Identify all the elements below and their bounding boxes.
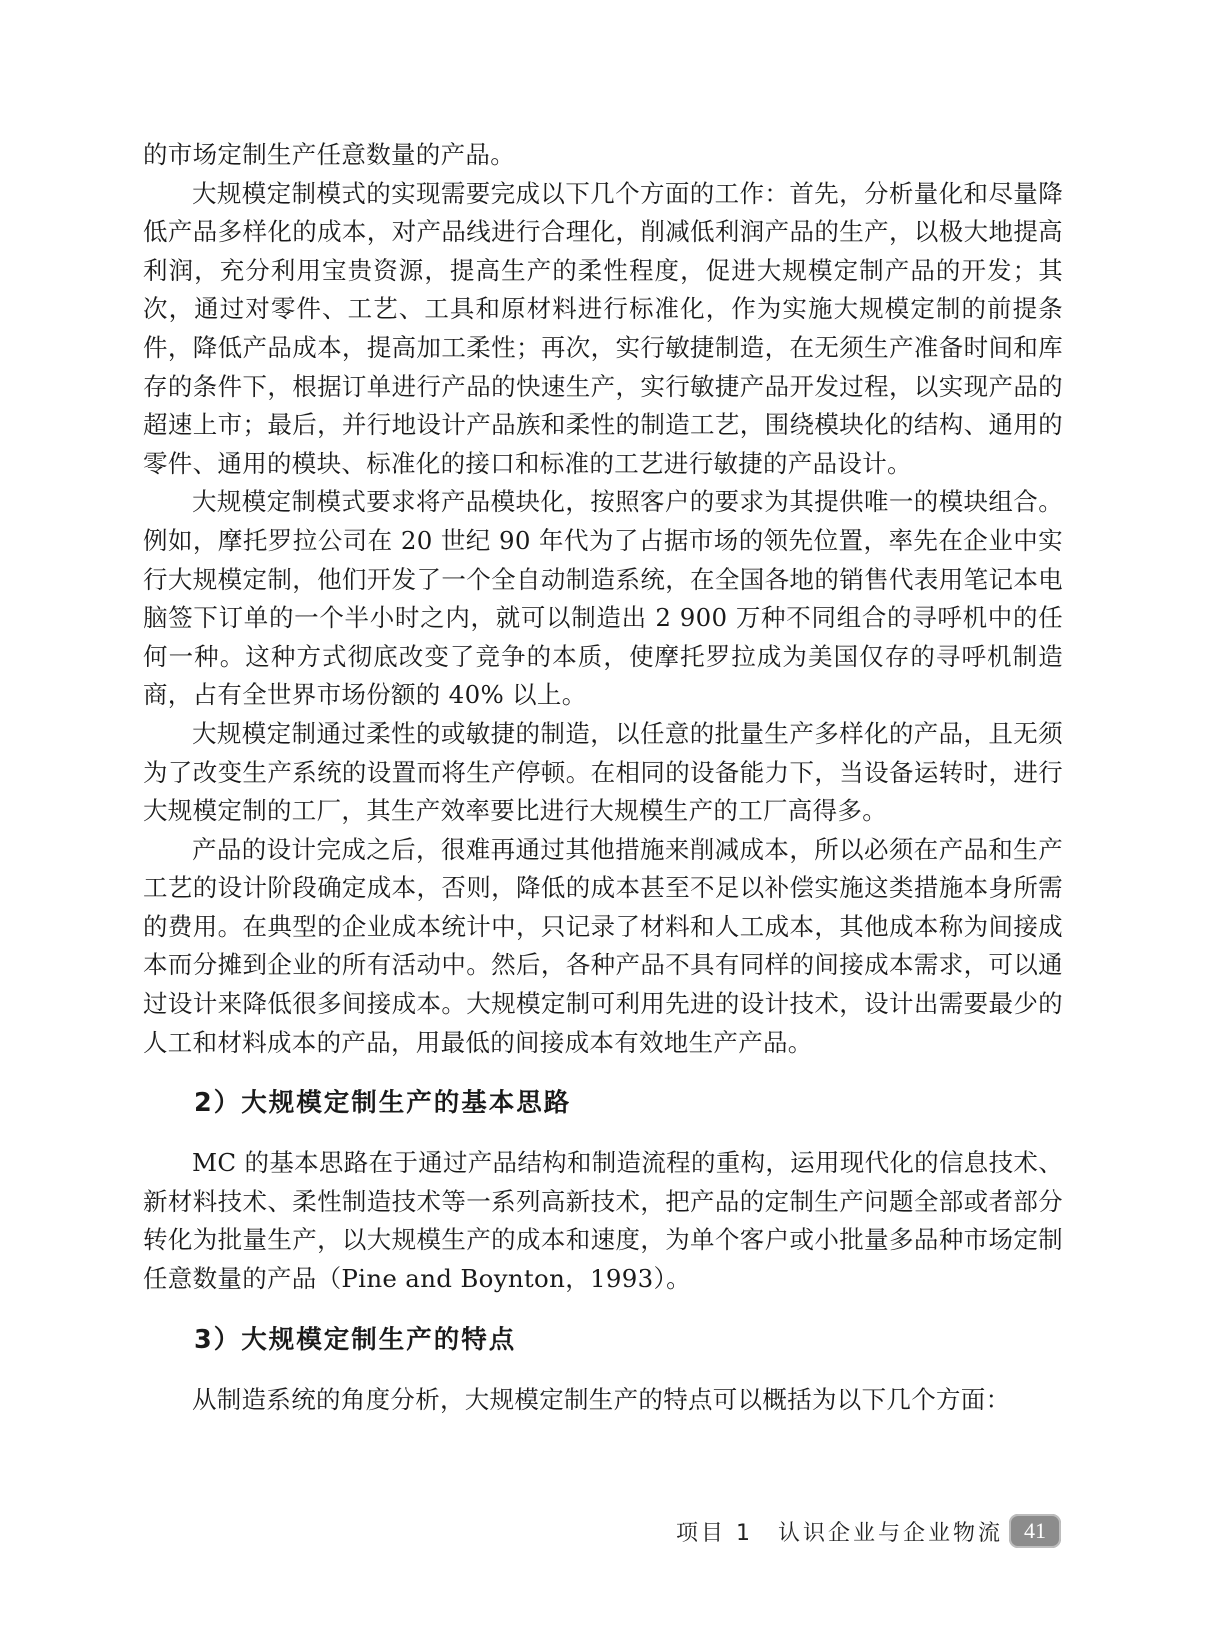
paragraph-implementation-work: 大规模定制模式的实现需要完成以下几个方面的工作：首先，分析量化和尽量降低产品多样化的成本，对产品线进行合理化，削减低利润产品的生产，以极大地提高利润，充分利用宝贵资源，提高生产的柔性程度，促进大规模定制产品的开发；其次，通过对零件、工艺、工具和原材料进行标准化，作为实施大规模定制的前提条件，降低产品成本，提高加工柔性；再次，实行敏捷制造，在无须生产准备时间和库存的条件下，根据订单进行产品的快速生产，实行敏捷产品开发过程，以实现产品的超速上市；最后，并行地设计产品族和柔性的制造工艺，围绕模块化的结构、通用的零件、通用的模块、标准化的接口和标准的工艺进行敏捷的产品设计。	[143, 178, 1063, 478]
paragraph-flexible-manufacturing: 大规模定制通过柔性的或敏捷的制造，以任意的批量生产多样化的产品，且无须为了改变生产系统的设置而将生产停顿。在相同的设备能力下，当设备运转时，进行大规模定制的工厂，其生产效率要比进行大规模生产的工厂高得多。	[143, 718, 1063, 826]
paragraph-characteristics-intro: 从制造系统的角度分析，大规模定制生产的特点可以概括为以下几个方面：	[192, 1384, 1011, 1414]
running-title: 项目 1 认识企业与企业物流	[676, 1520, 1003, 1546]
section-heading-basic-idea: 2）大规模定制生产的基本思路	[194, 1088, 572, 1119]
page-number-badge: 41	[1009, 1514, 1061, 1548]
paragraph-design-cost: 产品的设计完成之后，很难再通过其他措施来削减成本，所以必须在产品和生产工艺的设计阶段确定成本，否则，降低的成本甚至不足以补偿实施这类措施本身所需的费用。在典型的企业成本统计中，只记录了材料和人工成本，其他成本称为间接成本而分摊到企业的所有活动中。然后，各种产品不具有同样的间接成本需求，可以通过设计来降低很多间接成本。大规模定制可利用先进的设计技术，设计出需要最少的人工和材料成本的产品，用最低的间接成本有效地生产产品。	[143, 834, 1063, 1057]
section-heading-characteristics: 3）大规模定制生产的特点	[194, 1324, 517, 1355]
paragraph-modularization-motorola: 大规模定制模式要求将产品模块化，按照客户的要求为其提供唯一的模块组合。例如，摩托罗拉公司在 20 世纪 90 年代为了占据市场的领先位置，率先在企业中实行大规模定制，他们开发了一个全自动制造系统，在全国各地的销售代表用笔记本电脑签下订单的一个半小时之内，就可以制造出 2 900 万种不同组合的寻呼机中的任何一种。这种方式彻底改变了竞争的本质，使摩托罗拉成为美国仅存的寻呼机制造商，占有全世界市场份额的 40% 以上。	[143, 487, 1063, 710]
paragraph-mc-basic-idea: MC 的基本思路在于通过产品结构和制造流程的重构，运用现代化的信息技术、新材料技术、柔性制造技术等一系列高新技术，把产品的定制生产问题全部或者部分转化为批量生产，以大规模生产的成本和速度，为单个客户或小批量多品种市场定制任意数量的产品（Pine and Boynton，1993）。	[143, 1148, 1063, 1294]
page-body	[143, 136, 1063, 1419]
paragraph-continuation: 的市场定制生产任意数量的产品。	[143, 140, 515, 169]
page-footer	[676, 1511, 1061, 1551]
